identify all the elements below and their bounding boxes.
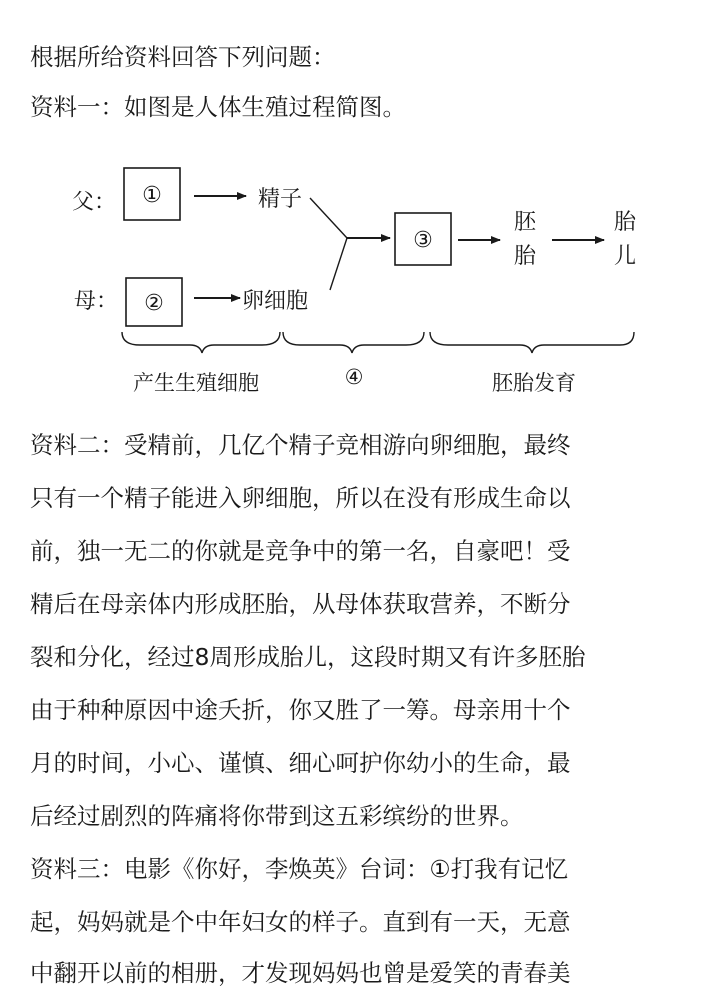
material-two-line-2: 只有一个精子能进入卵细胞，所以在没有形成生命以 (30, 484, 571, 512)
material-one-heading: 资料一：如图是人体生殖过程简图。 (30, 93, 406, 121)
fetus-label-bottom: 儿 (614, 244, 637, 269)
question-intro: 根据所给资料回答下列问题： (30, 43, 336, 71)
fetus-label-top: 胎 (614, 210, 637, 235)
embryo-label-top: 胚 (514, 210, 537, 235)
material-two-line-3: 前，独一无二的你就是竞争中的第一名，自豪吧！受 (30, 537, 571, 565)
box-2-label: ② (144, 291, 164, 316)
material-three-line-1: 资料三：电影《你好，李焕英》台词：①打我有记忆 (30, 855, 569, 883)
label-produce-germ-cells: 产生生殖细胞 (133, 371, 259, 395)
material-two-line-4: 精后在母亲体内形成胚胎，从母体获取营养，不断分 (30, 590, 571, 618)
egg-join-line (330, 238, 347, 290)
material-two-line-8: 后经过剧烈的阵痛将你带到这五彩缤纷的世界。 (30, 802, 524, 830)
egg-label: 卵细胞 (242, 289, 309, 314)
label-step-4: ④ (344, 365, 364, 389)
brace-produce-germ-cells (122, 332, 280, 353)
material-three-line-3: 中翻开以前的相册，才发现妈妈也曾是爱笑的青春美 (30, 959, 571, 987)
material-two-line-7: 月的时间，小心、谨慎、细心呵护你幼小的生命，最 (30, 749, 571, 777)
box-3-label: ③ (413, 228, 433, 253)
mother-label: 母： (74, 289, 119, 314)
brace-embryo-development (430, 332, 634, 353)
brace-fertilization (283, 332, 424, 353)
material-two-line-5: 裂和分化，经过8周形成胎儿，这段时期又有许多胚胎 (30, 643, 586, 671)
sperm-label: 精子 (258, 187, 303, 212)
material-two-line-1: 资料二：受精前，几亿个精子竞相游向卵细胞，最终 (30, 431, 571, 459)
embryo-label-bottom: 胎 (514, 244, 537, 269)
sperm-join-line (310, 198, 347, 238)
reproduction-diagram (0, 150, 720, 410)
material-two-line-6: 由于种种原因中途夭折，你又胜了一筹。母亲用十个 (30, 696, 571, 724)
box-1-label: ① (142, 183, 162, 208)
label-embryo-development: 胚胎发育 (492, 371, 576, 395)
father-label: 父： (72, 190, 117, 215)
material-three-line-2: 起，妈妈就是个中年妇女的样子。直到有一天，无意 (30, 908, 571, 936)
